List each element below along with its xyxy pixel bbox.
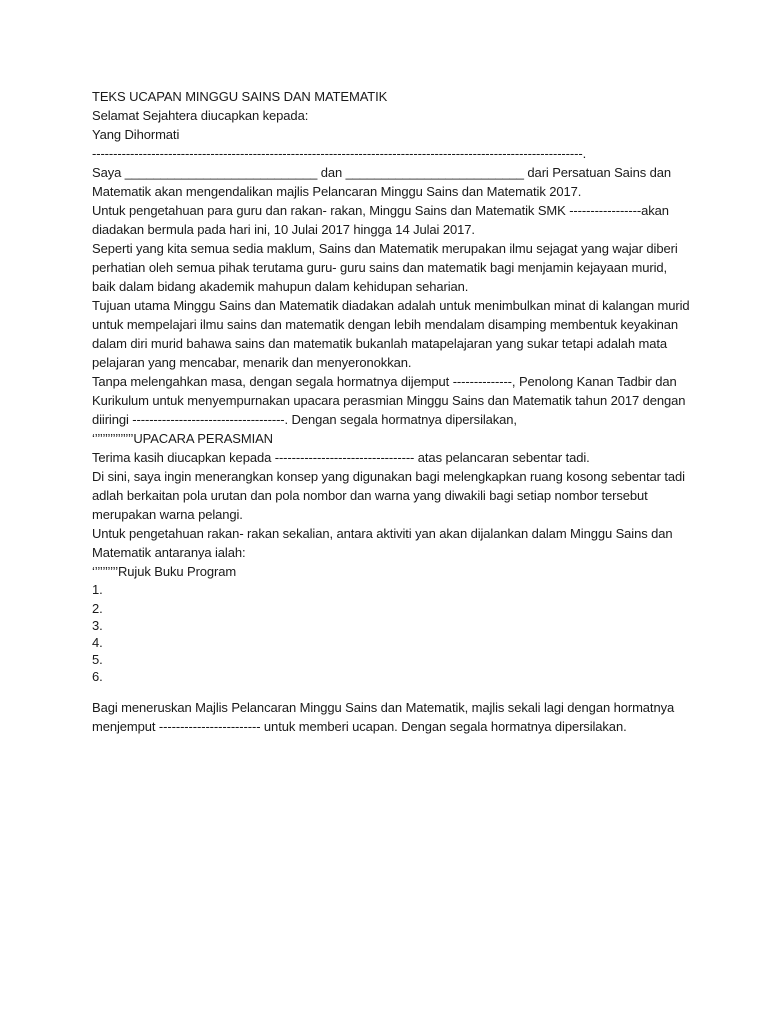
paragraph-invitation: Tanpa melengahkan masa, dengan segala hormatnya dijemput --------------, Penolong Kanan Tadbir dan Kurikulum untuk menyempurnakan upacara perasmian Minggu Sains dan Matematik tahun 2017 dengan diiringi ------------------------------------. Dengan segala hormatnya dipersilakan, bbox=[92, 374, 686, 427]
document-body bbox=[92, 87, 692, 736]
list-item: 6. bbox=[92, 669, 103, 684]
dash-placeholder-line: --------------------------------------------------------------------------------------------------------------------. bbox=[92, 146, 587, 161]
paragraph-activities: Untuk pengetahuan rakan- rakan sekalian, antara aktiviti yan akan dijalankan dalam Minggu Sains dan Matematik antaranya ialah: bbox=[92, 526, 673, 560]
paragraph-thanks: Terima kasih diucapkan kepada --------------------------------- atas pelancaran sebentar tadi. bbox=[92, 450, 590, 465]
paragraph-concept: Di sini, saya ingin menerangkan konsep yang digunakan bagi melengkapkan ruang kosong sebentar tadi adlah berkaitan pola urutan dan pola nombor dan warna yang diwakili bagi setiap nombor tersebut merupakan warna pelangi. bbox=[92, 469, 685, 522]
paragraph-background: Seperti yang kita semua sedia maklum, Sains dan Matematik merupakan ilmu sejagat yang wajar diberi perhatian oleh semua pihak terutama guru- guru sains dan matematik bagi menjamin kejayaan murid, baik dalam bidang akademik mahupun dalam kehidupan seharian. bbox=[92, 241, 678, 294]
list-item: 2. bbox=[92, 601, 103, 616]
paragraph-closing: Bagi meneruskan Majlis Pelancaran Minggu Sains dan Matematik, majlis sekali lagi dengan hormatnya menjemput ------------------------ untuk memberi ucapan. Dengan segala hormatnya dipersilakan. bbox=[92, 700, 675, 734]
paragraph-intro: Saya ___________________________ dan _________________________ dari Persatuan Sains dan Matematik akan mengendalikan majlis Pelancaran Minggu Sains dan Matematik 2017. bbox=[92, 165, 672, 199]
yang-dihormati-line: Yang Dihormati bbox=[92, 127, 180, 142]
list-item: 5. bbox=[92, 652, 103, 667]
list-item: 1. bbox=[92, 582, 103, 597]
paragraph-purpose: Tujuan utama Minggu Sains dan Matematik diadakan adalah untuk menimbulkan minat di kalangan murid untuk mempelajari ilmu sains dan matematik dengan lebih mendalam disamping membentuk keyakinan dalam diri murid bahawa sains dan matematik bukanlah matapelajaran yang sukar tetapi adalah mata pelajaran yang mencabar, menarik dan menyeronokkan. bbox=[92, 298, 690, 370]
upacara-perasmian-marker: ‘’’’’’’’’’’’’’’’UPACARA PERASMIAN bbox=[92, 431, 273, 446]
document-title: TEKS UCAPAN MINGGU SAINS DAN MATEMATIK bbox=[92, 89, 388, 104]
activity-list bbox=[92, 581, 692, 685]
paragraph-info: Untuk pengetahuan para guru dan rakan- rakan, Minggu Sains dan Matematik SMK -----------------akan diadakan bermula pada hari ini, 10 Julai 2017 hingga 14 Julai 2017. bbox=[92, 203, 669, 237]
rujuk-buku-program-marker: ‘’’’’’’’’’Rujuk Buku Program bbox=[92, 564, 237, 579]
greeting-line: Selamat Sejahtera diucapkan kepada: bbox=[92, 108, 309, 123]
list-item: 3. bbox=[92, 618, 103, 633]
list-item: 4. bbox=[92, 635, 103, 650]
